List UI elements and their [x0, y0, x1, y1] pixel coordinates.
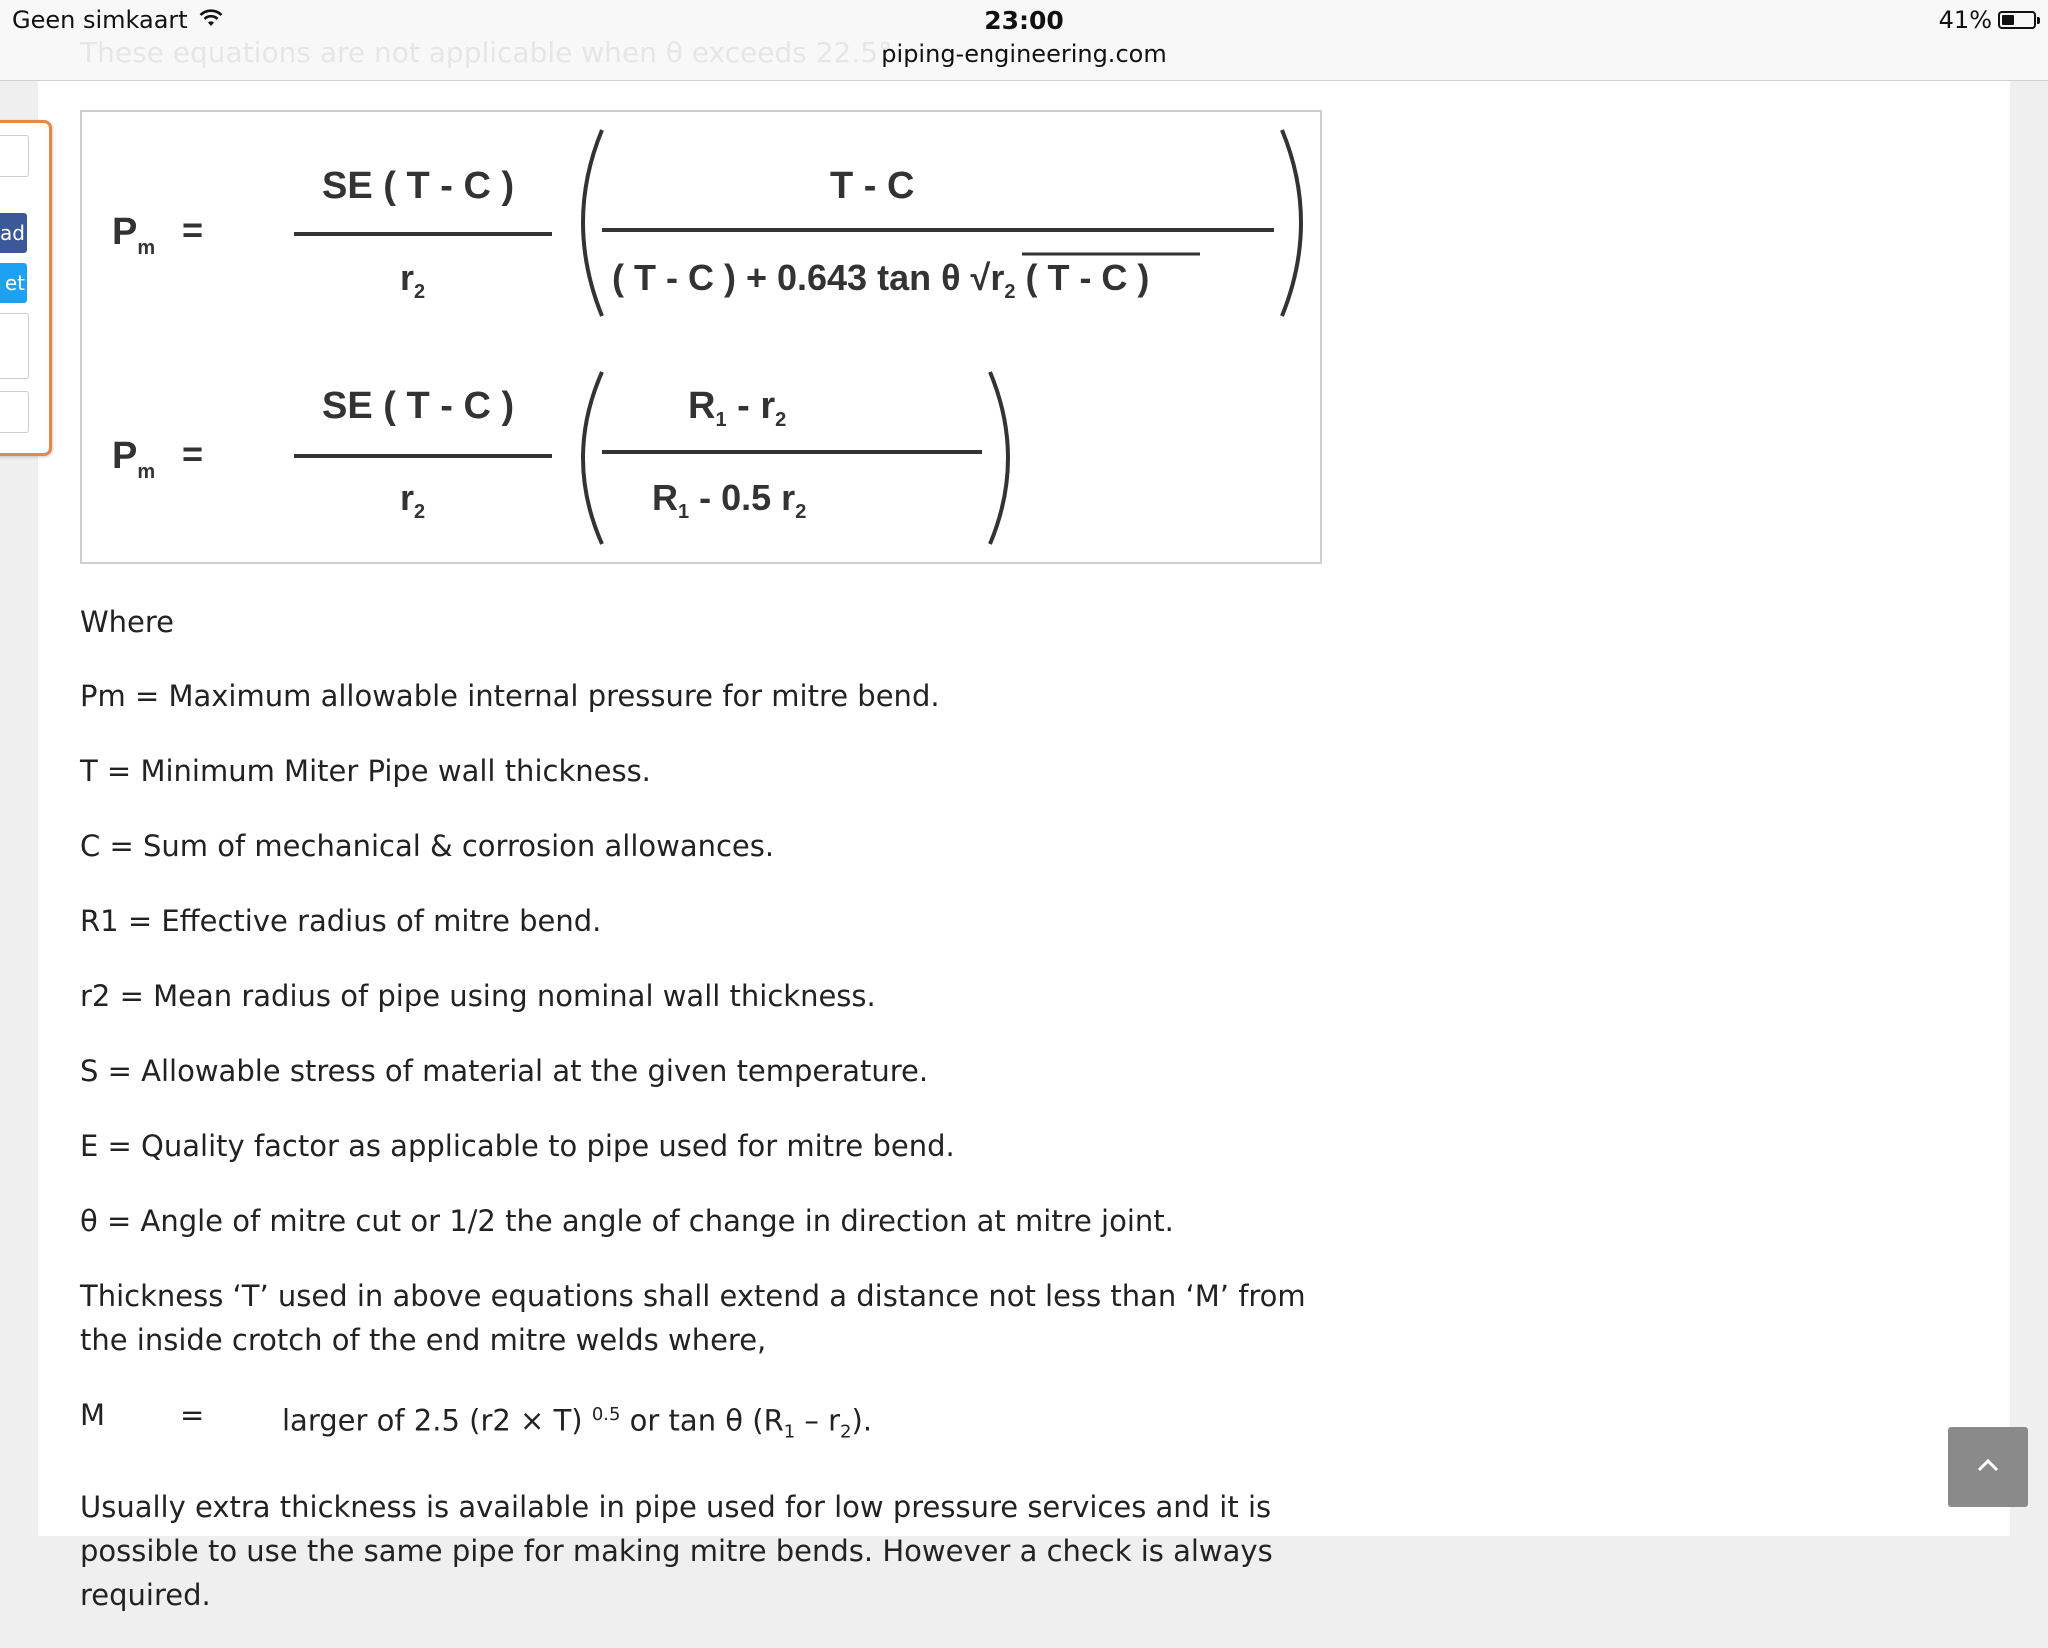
share-widget	[0, 120, 52, 456]
share-widget-top-button[interactable]	[0, 135, 29, 177]
tweet-button[interactable]: et	[0, 263, 27, 303]
faded-previous-line: These equations are not applicable when θ exceeds 22.5°	[80, 36, 893, 69]
carrier-label: Geen simkaart	[12, 6, 188, 34]
battery-fill	[2002, 15, 2014, 25]
facebook-share-button[interactable]: ad	[0, 213, 27, 253]
definition-theta: θ = Angle of mitre cut or 1/2 the angle of change in direction at mitre joint.	[80, 1204, 1174, 1238]
m-formula	[80, 1393, 1380, 1454]
back-to-top-button[interactable]	[1948, 1427, 2028, 1507]
equation-image	[80, 110, 1322, 564]
definition-s: S = Allowable stress of material at the given temperature.	[80, 1054, 929, 1088]
share-counter-box	[0, 313, 29, 379]
last-paragraph: Usually extra thickness is available in pipe used for low pressure services and it is possible to use the same pipe for making mitre bends. However a check is always required.	[80, 1490, 1273, 1613]
battery-percent: 41%	[1938, 6, 1992, 34]
m-equals: =	[180, 1398, 205, 1432]
share-extra-button[interactable]	[0, 391, 29, 433]
chevron-up-icon	[1976, 1457, 2000, 1477]
eq2-inner-numerator: $R_1 - r_2$	[688, 385, 787, 431]
eq2-numerator: SE ( T - C )	[322, 385, 515, 427]
definition-e: E = Quality factor as applicable to pipe used for mitre bend.	[80, 1129, 955, 1163]
eq1-left-paren	[583, 130, 602, 316]
definition-c: C = Sum of mechanical & corrosion allowances.	[80, 829, 775, 863]
clock: 23:00	[984, 6, 1064, 35]
eq2-denominator: $r_2$	[400, 477, 426, 523]
eq2-left-paren	[583, 372, 602, 544]
eq2-lhs: $P_m$	[112, 435, 156, 483]
definition-r1: R1 = Effective radius of mitre bend.	[80, 904, 602, 938]
article-page	[38, 80, 2010, 1613]
eq2-right-paren	[990, 372, 1008, 544]
eq1-inner-numerator: T - C	[830, 165, 915, 207]
where-heading: Where	[80, 605, 175, 639]
battery-icon	[1998, 11, 2036, 29]
eq1-equals: =	[182, 209, 204, 250]
eq1-denominator: $r_2$	[400, 257, 426, 303]
definition-t: T = Minimum Miter Pipe wall thickness.	[80, 754, 651, 788]
eq1-lhs: $P_m$	[112, 211, 156, 259]
definition-pm: Pm = Maximum allowable internal pressure for mitre bend.	[80, 679, 940, 713]
address-bar-url[interactable]: piping-engineering.com	[881, 40, 1167, 68]
battery-status	[1939, 6, 2036, 34]
equation-2	[112, 372, 1008, 544]
eq1-numerator: SE ( T - C )	[322, 165, 515, 207]
m-symbol: M	[80, 1398, 106, 1432]
m-expression: larger of 2.5 (r2 × T) $^{0.5}$ or tan θ $(R_1 - r_2)$.	[282, 1403, 873, 1443]
thickness-note: Thickness ‘T’ used in above equations shall extend a distance not less than ‘M’ from the inside crotch of the end mitre welds where,	[80, 1279, 1306, 1357]
eq1-right-paren	[1282, 130, 1301, 316]
eq2-inner-denominator: $R_1 - 0.5$ $r_2$	[652, 477, 807, 523]
eq1-inner-denominator: ( T - C ) + 0.643 tan θ $√r_2$ ( T - C )	[612, 257, 1150, 303]
equation-1	[112, 130, 1301, 316]
eq2-equals: =	[182, 433, 204, 474]
article-body	[80, 600, 1380, 1648]
definition-r2: r2 = Mean radius of pipe using nominal wall thickness.	[80, 979, 876, 1013]
